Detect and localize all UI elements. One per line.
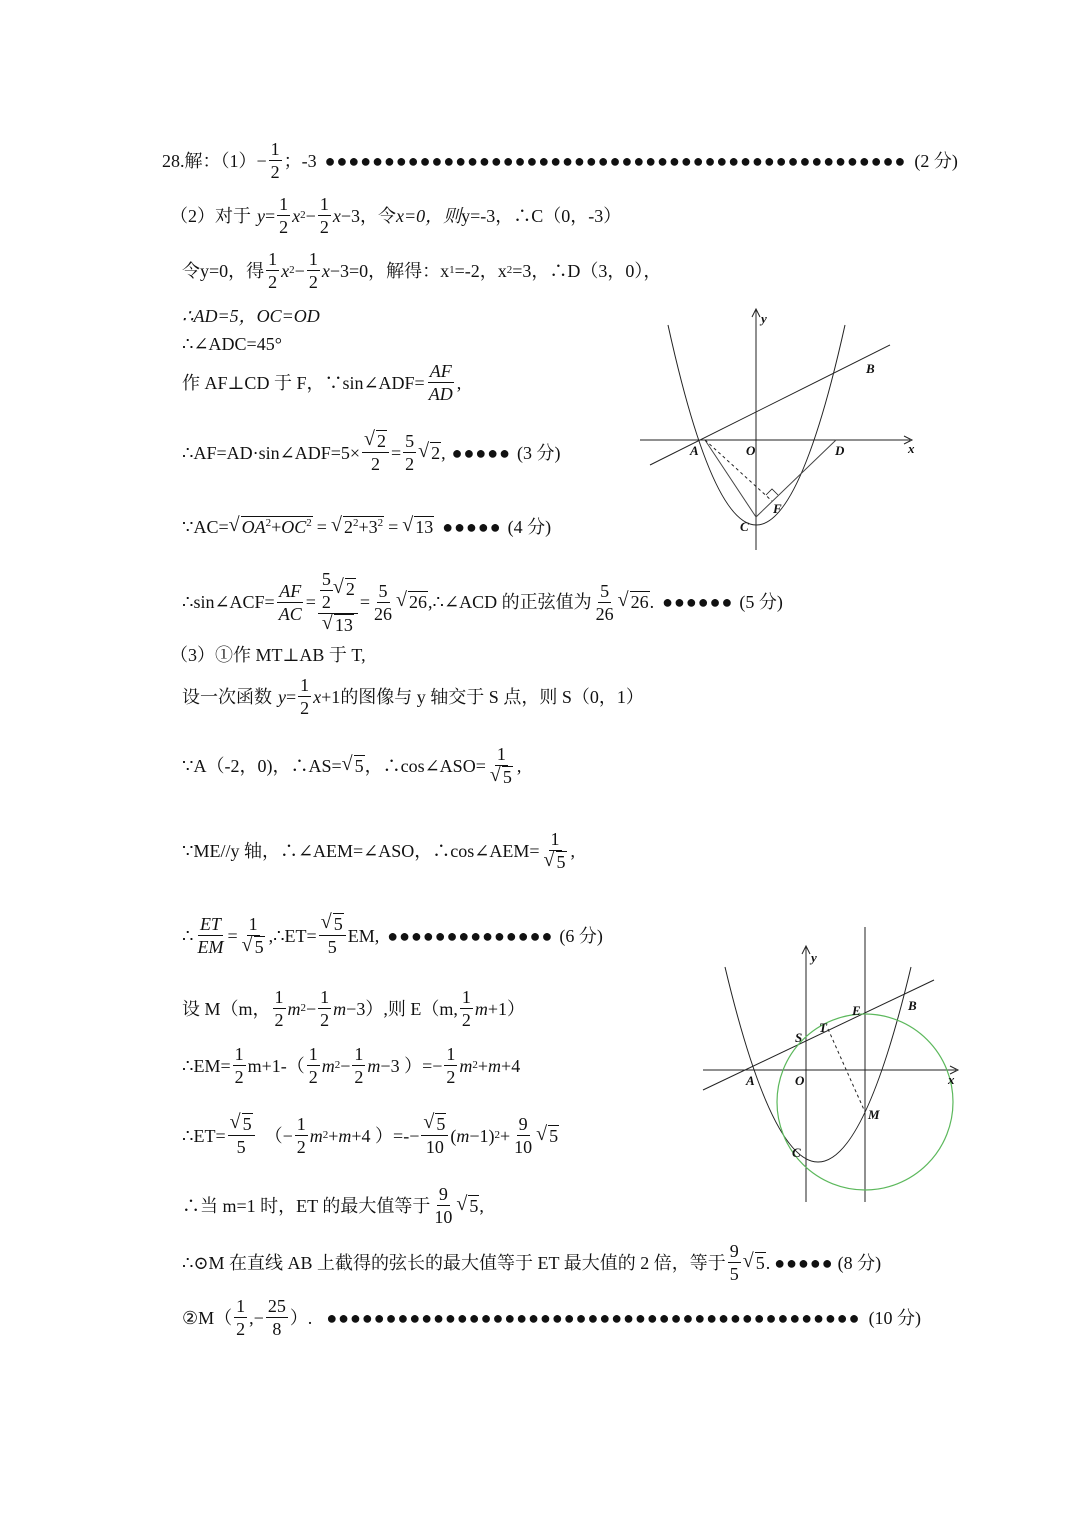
text: 设一次函数: [182, 686, 272, 707]
text: ∴EM=: [182, 1055, 231, 1076]
score: (5 分): [739, 592, 783, 612]
line-11: 设一次函数 y = $\frac{1}{2}$ x +1 的图像与 y 轴交于 S 点，则 S（0，1）: [182, 675, 644, 718]
fraction: $\frac{1}{2}$: [270, 139, 280, 182]
text: ，∴cos∠ASO=: [364, 755, 486, 776]
line-5: ∴∠ADC=45°: [182, 334, 282, 354]
line-8: ∵AC= √ $OA^2+OC^2$ = √ $2^2+3^2$ = √ 13 ●●●●● (4 分): [182, 518, 551, 536]
label-x: x: [948, 1072, 955, 1087]
line-12: ∵A（-2，0)，∴AS= √ 5 ，∴cos∠ASO= 1 √ 5 ,: [182, 745, 521, 786]
text: ∵A（-2，0)，∴AS=: [182, 755, 342, 776]
label-S: S: [795, 1030, 803, 1045]
line-13: ∵ME//y 轴，∴∠AEM=∠ASO，∴cos∠AEM= 1 √ 5 ,: [182, 830, 575, 871]
score: (2 分): [914, 150, 958, 171]
label-C: C: [792, 1145, 801, 1160]
label-B: B: [866, 361, 875, 376]
text: ∵ME//y 轴，∴∠AEM=∠ASO，∴cos∠AEM=: [182, 840, 540, 861]
label-x: x: [908, 441, 915, 456]
text: ∴当 m=1 时，ET 的最大值等于: [182, 1195, 431, 1216]
score: (4 分): [507, 517, 552, 537]
text: ∴: [182, 925, 194, 946]
text: m+1-（: [247, 1055, 305, 1076]
label-T: T: [819, 1020, 827, 1035]
text: 作 AF⊥CD 于 F，∵sin∠ADF=: [182, 372, 425, 393]
text: ∴AF=AD·sin∠ADF=5×: [182, 442, 361, 463]
label-O: O: [746, 443, 756, 458]
line-14: ∴ $\frac{ET}{EM}$ = 1 √ 5 ,∴ET= √ $\frac{5}{5}$ EM, ●●●●●●●●●●●●●● (6 分): [182, 915, 603, 956]
label-E: E: [852, 1003, 861, 1018]
figure-1-diagram: [640, 305, 920, 555]
text: ，解得：x: [368, 260, 450, 281]
line-10: （3）①作 MT⊥AB 于 T,: [170, 645, 366, 665]
text: ②M（: [182, 1307, 233, 1328]
text: 令: [182, 260, 200, 281]
line-17: ∴ET= √ $\frac{5}{5}$ （− $\frac{1}{2}$ m 2 + m +4 ）=-− √ $\frac{5}{10}$ ( m −1) 2 + $\frac{9}{10}$ √ 5: [182, 1115, 559, 1156]
line-3: 令 y=0，得 1 2 x 2 − $\frac{1}{2}$ x −3=0 ，解得：x 1 =-2，x 2 =3，∴D（3，0），: [182, 249, 662, 292]
text: x=0，则: [395, 205, 462, 226]
line-9: ∴sin∠ACF= $\frac{AF}{AC}$ = $\frac{5}{2}$ √ 2 √ 13 = $\frac{5}{26}$ √ 26 ,∴∠ACD 的正弦值为 5 26 √ 26 . ●●●●●● (5 分): [182, 570, 783, 634]
line-4: ∴AD=5，OC=OD: [182, 306, 320, 326]
text: ）,则 E（m,: [365, 998, 458, 1019]
figure-2-diagram: [698, 922, 968, 1207]
text: y=-3，∴C（0，-3）: [461, 205, 622, 226]
line-15: 设 M（m， 1 2 m 2 − $\frac{1}{2}$ m −3 ）,则 E（m, 1 2 m +1）: [182, 987, 525, 1030]
text: ∴⊙M 在直线 AB 上截得的弦长的最大值等于 ET 最大值的 2 倍，等于: [182, 1252, 726, 1273]
label-M: M: [868, 1107, 880, 1122]
line-19: ∴⊙M 在直线 AB 上截得的弦长的最大值等于 ET 最大值的 2 倍，等于 9 5 √ 5 . ●●●●● (8 分): [182, 1242, 881, 1283]
label-D: D: [835, 443, 845, 458]
label-y: y: [811, 950, 817, 965]
line-7: ∴AF=AD·sin∠ADF=5× √ $\frac{2}{2}$ = $\frac{5}{2}$ √ 2 , ●●●●● (3 分): [182, 432, 561, 473]
text: ∴sin∠ACF=: [182, 592, 275, 612]
text: y=0，得: [200, 260, 265, 281]
label-B: B: [908, 998, 917, 1013]
score: (8 分): [837, 1252, 882, 1273]
label-C: C: [740, 519, 749, 534]
label-O: O: [795, 1073, 805, 1088]
score: (3 分): [517, 442, 561, 463]
line-16: ∴EM= $\frac{1}{2}$ m+1-（ 1 2 m 2 − $\frac{1}{2}$ m −3 ）=− $\frac{1}{2}$ m 2 + m +4: [182, 1044, 521, 1087]
text: ,∴ET=: [268, 925, 317, 946]
text: =3，∴D（3，0），: [512, 260, 662, 281]
text: ∴ET=: [182, 1125, 226, 1146]
line-18: ∴当 m=1 时，ET 的最大值等于 9 10 √ 5 ,: [182, 1185, 484, 1226]
text: ）.: [289, 1307, 313, 1328]
text: ∵AC=: [182, 517, 229, 537]
text: ,∴∠ACD 的正弦值为: [428, 592, 592, 612]
label-y: y: [761, 311, 767, 326]
score: (10 分): [868, 1307, 922, 1328]
line-6: 作 AF⊥CD 于 F，∵sin∠ADF= $\frac{AF}{AD}$ ,: [182, 361, 462, 404]
text: ，令: [359, 205, 396, 226]
text: （2）对于: [170, 205, 251, 226]
text: 设 M（m，: [182, 998, 271, 1019]
line-20: ②M（ 1 2 ,− $\frac{25}{8}$ ）. ●●●●●●●●●●●●●●●●●●●●●●●●●●●●●●●●●●●●●●●●●●●●● (10 分): [182, 1296, 922, 1339]
label-F: F: [773, 501, 782, 516]
text: 28.解：（1）: [162, 150, 257, 171]
text: ；-3: [283, 150, 317, 171]
text: =-2，x: [454, 260, 507, 281]
text: 的图像与 y 轴交于 S 点，则 S（0，1）: [340, 686, 644, 707]
label-A: A: [690, 443, 699, 458]
text: EM,: [347, 925, 380, 946]
line-2: （2）对于 y = $\frac{1}{2}$ x 2 − $\frac{1}{2}$ x −3 ，令 x=0，则 y=-3，∴C（0，-3）: [170, 194, 622, 237]
label-A: A: [746, 1073, 755, 1088]
score: (6 分): [559, 925, 603, 946]
line-1: 28.解：（1） − $\frac{1}{2}$ ；-3 ●●●●●●●●●●●●●●●●●●●●●●●●●●●●●●●●●●●●●●●●●●●●●●●●● (2 分): [162, 139, 958, 182]
